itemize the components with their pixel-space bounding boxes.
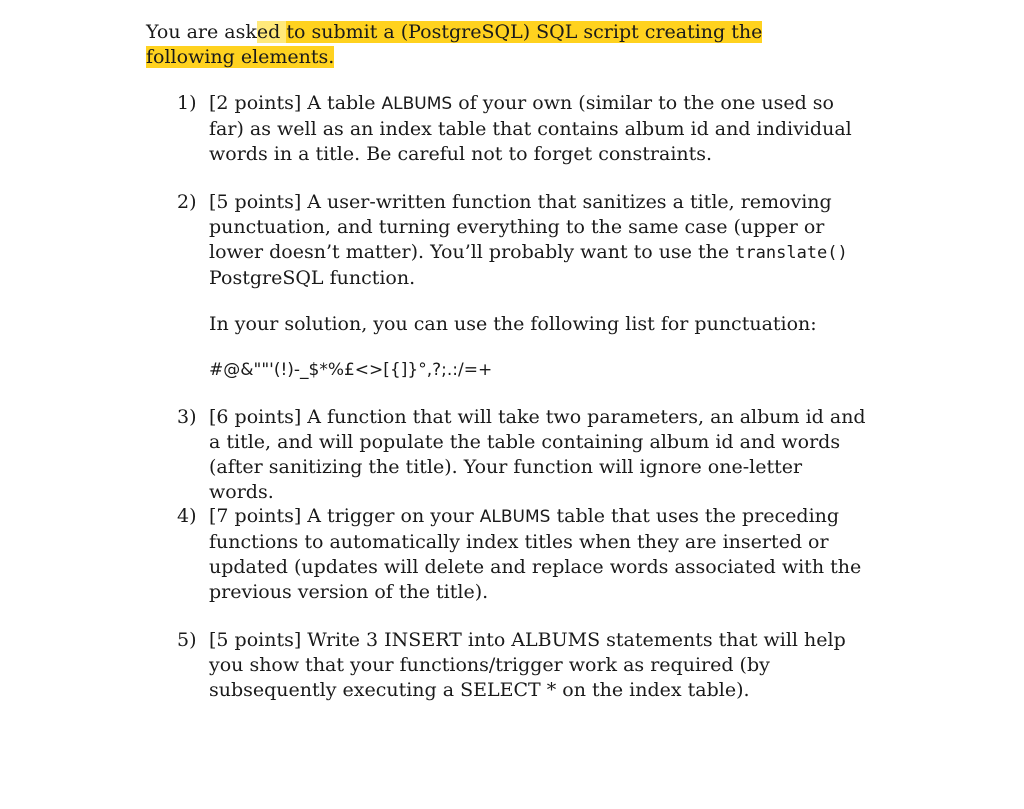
list-item-body <box>209 91 869 167</box>
punctuation-list: #@&""'(!)-_$*%£<>[{]}°,?;.:/=+ <box>209 360 493 380</box>
list-item-text <box>209 190 869 291</box>
text-segment: of your own (similar to the one used so far) as well as an index table that contains album id and individual words in a title. Be careful not to forget constraints. <box>209 92 852 165</box>
inline-code: ALBUMS <box>479 507 551 527</box>
list-item-number: 4) <box>177 505 197 527</box>
text-segment: table that uses the preceding functions to automatically index titles when they are inserted or updated (updates will delete and replace words associated with the previous version of the title). <box>209 505 862 603</box>
list-item-text: [6 points] A function that will take two parameters, an album id and a title, and will populate the table containing album id and words (after sanitizing the title). Your function will ignore one-letter words. <box>209 406 866 503</box>
list-item-body <box>209 504 869 605</box>
intro-highlight-faint: ed <box>256 21 287 43</box>
text-segment: [2 points] A table <box>209 92 382 114</box>
list-item-number: 2) <box>177 191 197 213</box>
punctuation-intro: In your solution, you can use the following list for punctuation: <box>209 313 817 335</box>
list-item-text <box>209 91 869 167</box>
intro-highlight: to submit a (PostgreSQL) SQL script creating the following elements. <box>146 21 763 68</box>
text-segment: PostgreSQL function. <box>209 267 416 289</box>
text-segment: [5 points] A user-written function that sanitizes a title, removing punctuation, and turning everything to the same case (upper or lower doesn’t matter). You’ll probably want to use the <box>209 191 832 263</box>
list-item-text <box>209 504 869 605</box>
text-segment: [7 points] A trigger on your <box>209 505 480 527</box>
list-item-body <box>209 190 869 383</box>
list-item-body <box>209 628 869 703</box>
inline-code: ALBUMS <box>381 94 453 114</box>
intro-paragraph <box>146 20 846 70</box>
intro-text-start: You are ask <box>146 21 257 43</box>
list-item-number: 1) <box>177 92 197 114</box>
list-item-number: 3) <box>177 406 197 428</box>
list-item-body <box>209 405 869 505</box>
inline-code: translate() <box>735 243 848 263</box>
list-item-text: [5 points] Write 3 INSERT into ALBUMS statements that will help you show that your functions/trigger work as required (by subsequently executing a SELECT * on the index table). <box>209 629 846 701</box>
list-item-number: 5) <box>177 629 197 651</box>
